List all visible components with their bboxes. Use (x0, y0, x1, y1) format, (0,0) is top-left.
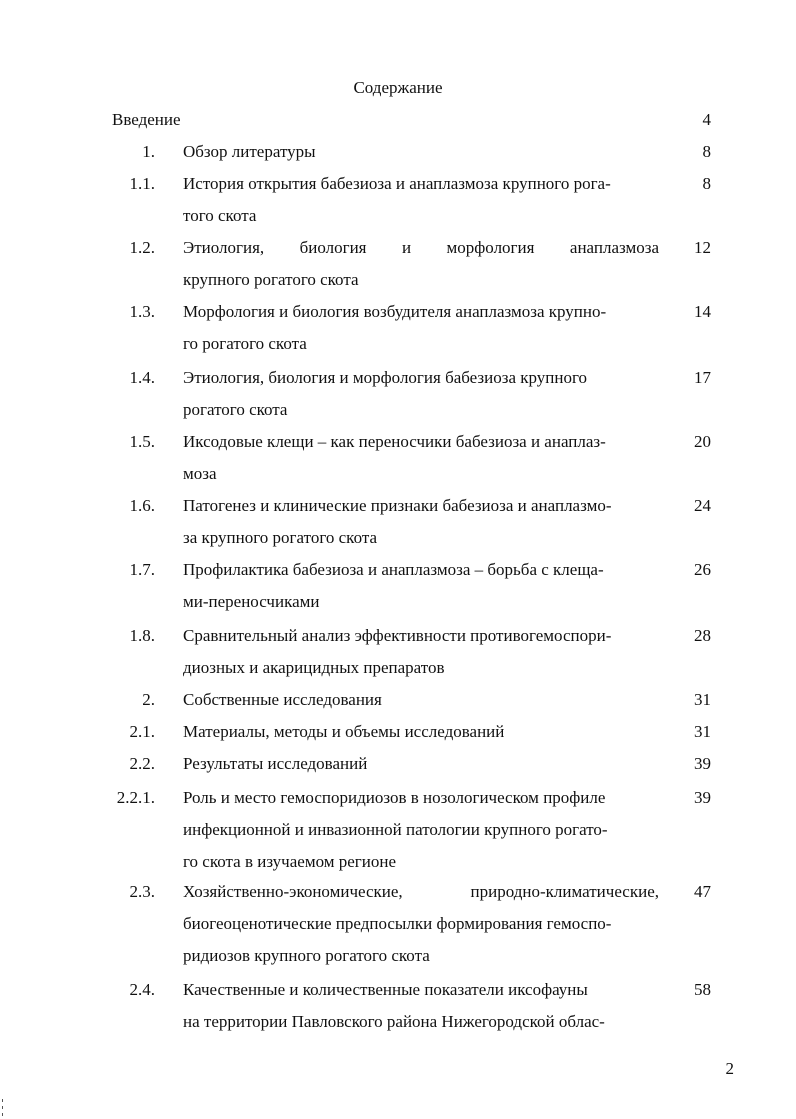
toc-entry-title (183, 362, 659, 426)
toc-entry-page: 26 (694, 560, 711, 579)
toc-entry-line: го скота в изучаемом регионе (183, 852, 397, 871)
toc-entry-page: 14 (694, 302, 711, 321)
toc-entry-page: 31 (694, 690, 711, 709)
toc-entry-line: Введение (112, 110, 181, 129)
toc-entry-number: 1.4. (129, 368, 155, 387)
toc-entry-page: 4 (702, 110, 711, 129)
toc-entry-line: инфекционной и инвазионной патологии крупного рогато- (183, 820, 608, 839)
toc-entry-line: Иксодовые клещи – как переносчики бабезиоза и анаплаз- (183, 432, 606, 451)
toc-entry-line: за крупного рогатого скота (183, 528, 378, 547)
toc-entry-line: моза (183, 464, 217, 483)
toc-entry-title (112, 104, 612, 136)
toc-entry-line: Хозяйственно-экономические, природно-климатические, (183, 882, 659, 901)
toc-entry-line: Сравнительный анализ эффективности противогемоспори- (183, 626, 612, 645)
toc-entry-line: ридиозов крупного рогатого скота (183, 946, 430, 965)
toc-entry-page: 17 (694, 368, 711, 387)
toc-entry-line: Результаты исследований (183, 754, 368, 773)
toc-entry-page: 20 (694, 432, 711, 451)
toc-entry-number: 2.2. (129, 754, 155, 773)
toc-entry-page: 47 (694, 882, 711, 901)
toc-entry-title (183, 684, 659, 716)
toc-entry-line: Патогенез и клинические признаки бабезиоза и анаплазмо- (183, 496, 612, 515)
toc-entry-line: Этиология, биология и морфология анаплазмоза (183, 238, 659, 257)
toc-entry-title (183, 620, 659, 684)
toc-entry-page: 39 (694, 788, 711, 807)
toc-entry-number: 1.6. (129, 496, 155, 515)
toc-entry-line: Профилактика бабезиоза и анаплазмоза – борьба с клеща- (183, 560, 604, 579)
toc-entry-page: 58 (694, 980, 711, 999)
toc-entry-title (183, 716, 659, 748)
toc-entry-line: на территории Павловского района Нижегородской облас- (183, 1012, 605, 1031)
toc-entry-line: рогатого скота (183, 400, 288, 419)
scan-marks (0, 1099, 10, 1119)
toc-entry-number: 2.3. (129, 882, 155, 901)
toc-entry-line: История открытия бабезиоза и анаплазмоза крупного рога- (183, 174, 611, 193)
toc-entry-line: го рогатого скота (183, 334, 307, 353)
toc-title: Содержание (353, 78, 443, 97)
toc-entry-number: 2. (142, 690, 155, 709)
toc-entry-page: 12 (694, 238, 711, 257)
toc-entry-line: Материалы, методы и объемы исследований (183, 722, 505, 741)
toc-entry-number: 1.3. (129, 302, 155, 321)
toc-entry-number: 1.8. (129, 626, 155, 645)
toc-entry-title (183, 168, 659, 232)
toc-entry-line: Обзор литературы (183, 142, 316, 161)
toc-entry-line: Роль и место гемоспоридиозов в нозологическом профиле (183, 788, 606, 807)
toc-entry-title (183, 136, 659, 168)
toc-entry-line: того скота (183, 206, 257, 225)
toc-entry-number: 1. (142, 142, 155, 161)
toc-entry-number: 1.7. (129, 560, 155, 579)
toc-entry-page: 8 (702, 142, 711, 161)
toc-entry-title (183, 876, 659, 972)
toc-entry-number: 1.1. (129, 174, 155, 193)
toc-entry-page: 8 (702, 174, 711, 193)
toc-entry-page: 28 (694, 626, 711, 645)
toc-entry-number: 2.4. (129, 980, 155, 999)
toc-entry-number: 1.2. (129, 238, 155, 257)
toc-entry-title (183, 554, 659, 618)
page-number: 2 (725, 1059, 734, 1078)
toc-entry-title (183, 296, 659, 360)
toc-entry-line: ми-переносчиками (183, 592, 320, 611)
toc-entry-number: 2.2.1. (116, 788, 155, 807)
toc-entry-line: биогеоценотические предпосылки формирования гемоспо- (183, 914, 612, 933)
toc-entry-line: Морфология и биология возбудителя анаплазмоза крупно- (183, 302, 607, 321)
toc-entry-line: диозных и акарицидных препаратов (183, 658, 445, 677)
toc-entry-title (183, 782, 659, 878)
toc-entry-number: 2.1. (129, 722, 155, 741)
toc-entry-title (183, 748, 659, 780)
toc-entry-title (183, 232, 659, 296)
toc-entry-title (183, 974, 659, 1038)
toc-entry-line: крупного рогатого скота (183, 270, 359, 289)
toc-entry-line: Собственные исследования (183, 690, 382, 709)
toc-entry-line: Качественные и количественные показатели иксофауны (183, 980, 588, 999)
toc-entry-number: 1.5. (129, 432, 155, 451)
toc-entry-page: 24 (694, 496, 711, 515)
toc-entry-page: 39 (694, 754, 711, 773)
toc-entry-line: Этиология, биология и морфология бабезиоза крупного (183, 368, 588, 387)
toc-entry-page: 31 (694, 722, 711, 741)
toc-entry-title (183, 490, 659, 554)
toc-entry-title (183, 426, 659, 490)
